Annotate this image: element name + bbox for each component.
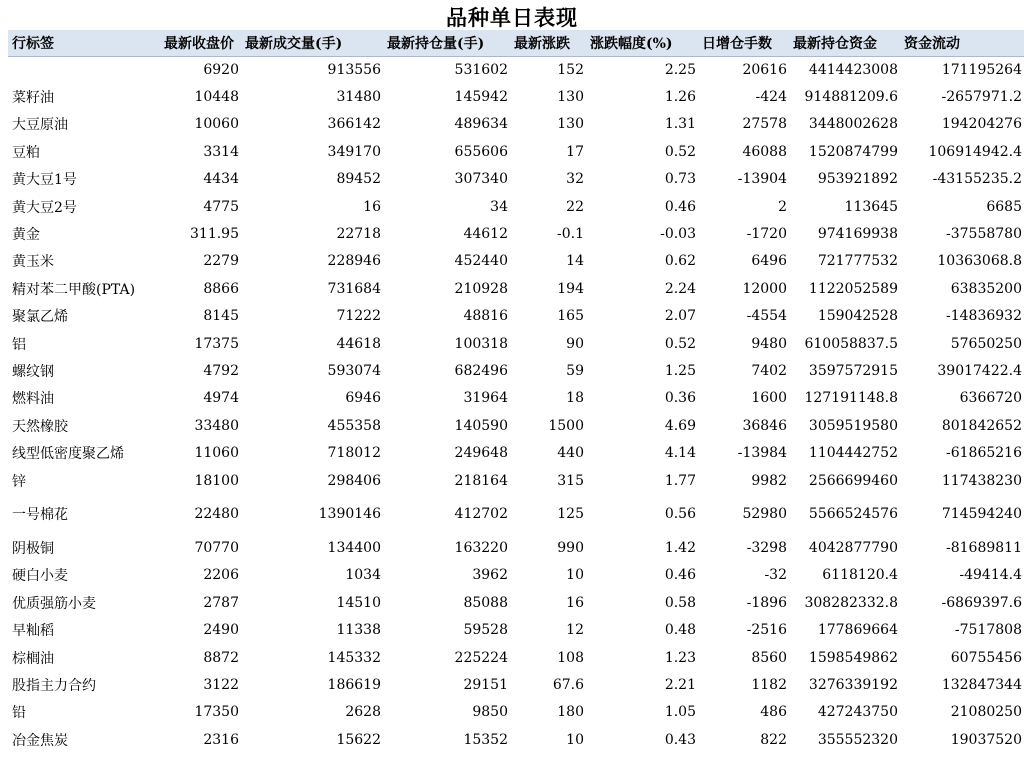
table-row <box>8 166 1024 193</box>
cell[interactable]: 22480 <box>194 506 239 523</box>
cell[interactable]: 5566524576 <box>808 506 898 523</box>
cell[interactable]: 140590 <box>454 417 508 434</box>
cell[interactable]: 27578 <box>742 116 787 133</box>
pivot-table <box>8 30 1024 753</box>
cell[interactable]: 44618 <box>336 335 381 352</box>
cell[interactable]: 6685 <box>986 198 1022 215</box>
cell[interactable]: -14836932 <box>946 308 1022 325</box>
cell[interactable]: 11338 <box>336 622 381 639</box>
cell[interactable]: 1.42 <box>664 539 696 556</box>
cell[interactable]: 4042877790 <box>808 539 898 556</box>
cell[interactable]: 315 <box>557 472 584 489</box>
cell[interactable]: -0.1 <box>557 226 584 243</box>
cell[interactable]: -4554 <box>746 308 787 325</box>
cell[interactable]: 10 <box>566 567 584 584</box>
cell[interactable]: 145942 <box>454 89 508 106</box>
page-title: 品种单日表现 <box>446 5 578 30</box>
cell[interactable]: 33480 <box>194 417 239 434</box>
cell[interactable]: -2516 <box>746 622 787 639</box>
cell[interactable]: 59 <box>566 362 584 379</box>
cell[interactable]: 180 <box>557 704 584 721</box>
cell[interactable]: 0.62 <box>664 253 696 270</box>
cell[interactable]: 0.73 <box>664 171 696 188</box>
cell[interactable]: 177869664 <box>817 622 898 639</box>
cell[interactable]: 0.48 <box>664 622 696 639</box>
cell[interactable]: 2.21 <box>664 676 696 693</box>
cell[interactable]: 298406 <box>327 472 381 489</box>
cell[interactable]: 125 <box>557 506 584 523</box>
header-oi-capital[interactable]: 最新持仓资金 <box>793 35 877 52</box>
cell[interactable]: 913556 <box>327 61 381 78</box>
row-label[interactable]: 铝 <box>12 336 26 353</box>
cell[interactable]: 10448 <box>194 89 239 106</box>
row-label[interactable]: 冶金焦炭 <box>12 732 68 749</box>
cell[interactable]: -37558780 <box>946 226 1022 243</box>
cell[interactable]: 0.36 <box>664 390 696 407</box>
cell[interactable]: 70770 <box>194 539 239 556</box>
cell[interactable]: 186619 <box>327 676 381 693</box>
cell[interactable]: 6920 <box>203 61 239 78</box>
header-volume[interactable]: 最新成交量(手) <box>245 35 343 52</box>
cell[interactable]: 17350 <box>194 704 239 721</box>
header-close-price[interactable]: 最新收盘价 <box>164 35 234 52</box>
cell[interactable]: 14510 <box>336 594 381 611</box>
row-label[interactable] <box>8 56 160 83</box>
cell[interactable]: 36846 <box>742 417 787 434</box>
cell[interactable]: 10363068.8 <box>937 253 1022 270</box>
cell[interactable]: -81689811 <box>946 539 1022 556</box>
cell[interactable]: 2490 <box>203 622 239 639</box>
cell[interactable]: 2.25 <box>664 61 696 78</box>
header-row-label[interactable]: 行标签 <box>12 35 54 52</box>
cell[interactable]: 2279 <box>203 253 239 270</box>
cell[interactable]: 308282332.8 <box>804 594 898 611</box>
cell[interactable]: 31480 <box>336 89 381 106</box>
cell[interactable]: 349170 <box>327 143 381 160</box>
cell[interactable]: 531602 <box>454 61 508 78</box>
cell[interactable]: 20616 <box>742 61 787 78</box>
header-change[interactable]: 最新涨跌 <box>514 35 570 52</box>
cell[interactable]: 8866 <box>203 280 239 297</box>
cell[interactable]: 9850 <box>472 704 508 721</box>
cell[interactable]: 249648 <box>454 445 508 462</box>
cell[interactable]: -49414.4 <box>959 567 1022 584</box>
cell[interactable]: 218164 <box>454 472 508 489</box>
cell[interactable]: 1.05 <box>664 704 696 721</box>
cell[interactable]: 22 <box>566 198 584 215</box>
cell[interactable]: 3276339192 <box>808 676 898 693</box>
cell[interactable]: 16 <box>363 198 381 215</box>
cell[interactable]: 57650250 <box>950 335 1022 352</box>
row-label[interactable]: 菜籽油 <box>12 90 54 107</box>
cell[interactable]: 4.14 <box>664 445 696 462</box>
cell[interactable]: 48816 <box>463 308 508 325</box>
cell[interactable]: 130 <box>557 116 584 133</box>
cell[interactable]: 489634 <box>454 116 508 133</box>
cell[interactable]: 11060 <box>194 445 239 462</box>
row-label[interactable]: 黄大豆1号 <box>12 172 77 189</box>
cell[interactable]: 14 <box>566 253 584 270</box>
row-label[interactable]: 铅 <box>12 705 26 722</box>
cell[interactable]: 6118120.4 <box>822 567 898 584</box>
cell[interactable]: 117438230 <box>941 472 1022 489</box>
table-row <box>8 671 1024 698</box>
cell[interactable]: 194 <box>557 280 584 297</box>
cell[interactable]: 171195264 <box>941 61 1022 78</box>
cell[interactable]: 2.07 <box>664 308 696 325</box>
row-label[interactable]: 早籼稻 <box>12 623 54 640</box>
cell[interactable]: 3597572915 <box>808 362 898 379</box>
table-row <box>8 412 1024 439</box>
table-row <box>8 699 1024 726</box>
table-row <box>8 439 1024 466</box>
cell[interactable]: 16 <box>566 594 584 611</box>
cell[interactable]: 610058837.5 <box>804 335 898 352</box>
header-row <box>8 30 1024 56</box>
cell[interactable]: 4414423008 <box>808 61 898 78</box>
cell[interactable]: 1.31 <box>664 116 696 133</box>
row-label[interactable]: 精对苯二甲酸(PTA) <box>12 281 136 298</box>
cell[interactable]: 8560 <box>751 649 787 666</box>
table-row <box>8 193 1024 220</box>
cell[interactable]: -13904 <box>737 171 787 188</box>
cell[interactable]: 60755456 <box>950 649 1022 666</box>
cell[interactable]: -32 <box>764 567 787 584</box>
table-row <box>8 303 1024 330</box>
cell[interactable]: -7517808 <box>954 622 1022 639</box>
cell[interactable]: 355552320 <box>817 731 898 748</box>
cell[interactable]: 412702 <box>454 506 508 523</box>
table-row <box>8 562 1024 589</box>
cell[interactable]: 1122052589 <box>808 280 898 297</box>
cell[interactable]: 427243750 <box>817 704 898 721</box>
cell[interactable]: 2628 <box>345 704 381 721</box>
cell[interactable]: 12 <box>566 622 584 639</box>
cell[interactable]: 0.52 <box>664 143 696 160</box>
cell[interactable]: 113645 <box>844 198 898 215</box>
cell[interactable]: 3122 <box>203 676 239 693</box>
cell[interactable]: 39017422.4 <box>937 362 1022 379</box>
row-label[interactable]: 聚氯乙烯 <box>12 309 68 326</box>
cell[interactable]: 307340 <box>454 171 508 188</box>
cell[interactable]: 194204276 <box>941 116 1022 133</box>
cell[interactable]: 159042528 <box>817 308 898 325</box>
cell[interactable]: 1598549862 <box>808 649 898 666</box>
cell[interactable]: 593074 <box>327 362 381 379</box>
cell[interactable]: 1.25 <box>664 362 696 379</box>
cell[interactable]: 31964 <box>463 390 508 407</box>
table-row <box>8 56 1024 83</box>
cell[interactable]: 682496 <box>454 362 508 379</box>
header-change-pct[interactable]: 涨跌幅度(%) <box>590 35 673 52</box>
cell[interactable]: 106914942.4 <box>928 143 1022 160</box>
cell[interactable]: 0.46 <box>664 567 696 584</box>
table-row <box>8 357 1024 384</box>
cell[interactable]: 89452 <box>336 171 381 188</box>
cell[interactable]: 6946 <box>345 390 381 407</box>
cell[interactable]: 17 <box>566 143 584 160</box>
cell[interactable]: 0.43 <box>664 731 696 748</box>
cell[interactable]: 19037520 <box>950 731 1022 748</box>
cell[interactable]: 32 <box>566 171 584 188</box>
cell[interactable]: 63835200 <box>950 280 1022 297</box>
table-row <box>8 248 1024 275</box>
cell[interactable]: 165 <box>557 308 584 325</box>
cell[interactable]: 0.56 <box>664 506 696 523</box>
table-row <box>8 589 1024 616</box>
table-row <box>8 330 1024 357</box>
cell[interactable]: 46088 <box>742 143 787 160</box>
cell[interactable]: -43155235.2 <box>932 171 1022 188</box>
table-row <box>8 275 1024 302</box>
cell[interactable]: 2787 <box>203 594 239 611</box>
row-label[interactable]: 股指主力合约 <box>12 677 96 694</box>
cell[interactable]: 134400 <box>327 539 381 556</box>
cell[interactable]: 9982 <box>751 472 787 489</box>
cell[interactable]: -61865216 <box>946 445 1022 462</box>
cell[interactable]: 1.77 <box>664 472 696 489</box>
cell[interactable]: 6496 <box>751 253 787 270</box>
cell[interactable]: -6869397.6 <box>941 594 1022 611</box>
table-row <box>8 644 1024 671</box>
row-label[interactable]: 黄大豆2号 <box>12 199 77 216</box>
cell[interactable]: 655606 <box>454 143 508 160</box>
cell[interactable]: -13984 <box>737 445 787 462</box>
cell[interactable]: 1390146 <box>318 506 381 523</box>
cell[interactable]: 225224 <box>454 649 508 666</box>
cell[interactable]: 801842652 <box>941 417 1022 434</box>
cell[interactable]: 127191148.8 <box>804 390 898 407</box>
cell[interactable]: 210928 <box>454 280 508 297</box>
row-label[interactable]: 黄金 <box>12 227 40 244</box>
table-row <box>8 726 1024 753</box>
cell[interactable]: 3448002628 <box>808 116 898 133</box>
cell[interactable]: 108 <box>557 649 584 666</box>
cell[interactable]: 17375 <box>194 335 239 352</box>
cell[interactable]: 8872 <box>203 649 239 666</box>
cell[interactable]: 90 <box>566 335 584 352</box>
row-label[interactable]: 一号棉花 <box>12 507 68 524</box>
cell[interactable]: 1600 <box>751 390 787 407</box>
cell[interactable]: -424 <box>755 89 787 106</box>
cell[interactable]: -1720 <box>746 226 787 243</box>
cell[interactable]: 52980 <box>742 506 787 523</box>
table-row <box>8 220 1024 247</box>
row-label[interactable]: 螺纹钢 <box>12 363 54 380</box>
cell[interactable]: 4974 <box>203 390 239 407</box>
cell[interactable]: 2.24 <box>664 280 696 297</box>
cell[interactable]: 6366720 <box>959 390 1022 407</box>
cell[interactable]: 2 <box>778 198 787 215</box>
cell[interactable]: -2657971.2 <box>941 89 1022 106</box>
cell[interactable]: 3962 <box>472 567 508 584</box>
cell[interactable]: 1182 <box>751 676 787 693</box>
row-label[interactable]: 锌 <box>12 473 26 490</box>
cell[interactable]: 100318 <box>454 335 508 352</box>
row-label[interactable]: 线型低密度聚乙烯 <box>12 446 124 463</box>
row-label[interactable]: 优质强筋小麦 <box>12 595 96 612</box>
cell[interactable]: 0.46 <box>664 198 696 215</box>
table-row <box>8 83 1024 110</box>
table-row <box>8 534 1024 561</box>
cell[interactable]: 1.26 <box>664 89 696 106</box>
cell[interactable]: 974169938 <box>817 226 898 243</box>
table-row <box>8 616 1024 643</box>
cell[interactable]: 71222 <box>336 308 381 325</box>
cell[interactable]: 44612 <box>463 226 508 243</box>
cell[interactable]: 152 <box>557 61 584 78</box>
cell[interactable]: 132847344 <box>941 676 1022 693</box>
cell[interactable]: 67.6 <box>552 676 584 693</box>
cell[interactable]: 714594240 <box>941 506 1022 523</box>
cell[interactable]: 2566699460 <box>808 472 898 489</box>
cell[interactable]: -0.03 <box>660 226 696 243</box>
cell[interactable]: 0.52 <box>664 335 696 352</box>
row-label[interactable]: 大豆原油 <box>12 117 68 134</box>
cell[interactable]: 12000 <box>742 280 787 297</box>
cell[interactable]: 85088 <box>463 594 508 611</box>
cell[interactable]: 3059519580 <box>808 417 898 434</box>
cell[interactable]: 1500 <box>548 417 584 434</box>
cell[interactable]: 2316 <box>203 731 239 748</box>
cell[interactable]: 130 <box>557 89 584 106</box>
cell[interactable]: 440 <box>557 445 584 462</box>
cell[interactable]: -3298 <box>746 539 787 556</box>
cell[interactable]: 15352 <box>463 731 508 748</box>
row-label[interactable]: 硬白小麦 <box>12 568 68 585</box>
cell[interactable]: 22718 <box>336 226 381 243</box>
cell[interactable]: 990 <box>557 539 584 556</box>
row-label[interactable]: 燃料油 <box>12 391 54 408</box>
cell[interactable]: 0.58 <box>664 594 696 611</box>
header-daily-oi-change[interactable]: 日增仓手数 <box>702 35 772 52</box>
cell[interactable]: 10060 <box>194 116 239 133</box>
cell[interactable]: 18 <box>566 390 584 407</box>
cell[interactable]: 29151 <box>463 676 508 693</box>
cell[interactable]: 228946 <box>327 253 381 270</box>
cell[interactable]: 9480 <box>751 335 787 352</box>
row-label[interactable]: 阴极铜 <box>12 540 54 557</box>
cell[interactable]: 486 <box>760 704 787 721</box>
cell[interactable]: 145332 <box>327 649 381 666</box>
cell[interactable]: 1520874799 <box>808 143 898 160</box>
cell[interactable]: 8145 <box>203 308 239 325</box>
cell[interactable]: 4792 <box>203 362 239 379</box>
row-label[interactable]: 豆粕 <box>12 144 40 161</box>
cell[interactable]: -1896 <box>746 594 787 611</box>
cell[interactable]: 452440 <box>454 253 508 270</box>
table-row <box>8 385 1024 412</box>
row-label[interactable]: 天然橡胶 <box>12 418 68 435</box>
cell[interactable]: 311.95 <box>190 226 239 243</box>
cell[interactable]: 455358 <box>327 417 381 434</box>
cell[interactable]: 731684 <box>327 280 381 297</box>
cell[interactable]: 2206 <box>203 567 239 584</box>
header-open-interest[interactable]: 最新持仓量(手) <box>387 35 485 52</box>
cell[interactable]: 18100 <box>194 472 239 489</box>
cell[interactable]: 163220 <box>454 539 508 556</box>
cell[interactable]: 4775 <box>203 198 239 215</box>
cell[interactable]: 718012 <box>327 445 381 462</box>
cell[interactable]: 822 <box>760 731 787 748</box>
cell[interactable]: 34 <box>490 198 508 215</box>
cell[interactable]: 953921892 <box>817 171 898 188</box>
cell[interactable]: 3314 <box>203 143 239 160</box>
cell[interactable]: 914881209.6 <box>804 89 898 106</box>
cell[interactable]: 15622 <box>336 731 381 748</box>
cell[interactable]: 1104442752 <box>808 445 898 462</box>
table-row <box>8 467 1024 494</box>
cell[interactable]: 1034 <box>345 567 381 584</box>
table-row <box>8 111 1024 138</box>
cell[interactable]: 59528 <box>463 622 508 639</box>
header-capital-flow[interactable]: 资金流动 <box>904 35 960 52</box>
cell[interactable]: 21080250 <box>950 704 1022 721</box>
row-label[interactable]: 黄玉米 <box>12 254 54 271</box>
table-row <box>8 494 1024 534</box>
cell[interactable]: 4434 <box>203 171 239 188</box>
row-label[interactable]: 棕榈油 <box>12 650 54 667</box>
cell[interactable]: 10 <box>566 731 584 748</box>
cell[interactable]: 1.23 <box>664 649 696 666</box>
cell[interactable]: 7402 <box>751 362 787 379</box>
cell[interactable]: 4.69 <box>664 417 696 434</box>
cell[interactable]: 721777532 <box>817 253 898 270</box>
cell[interactable]: 366142 <box>327 116 381 133</box>
table-row <box>8 138 1024 165</box>
